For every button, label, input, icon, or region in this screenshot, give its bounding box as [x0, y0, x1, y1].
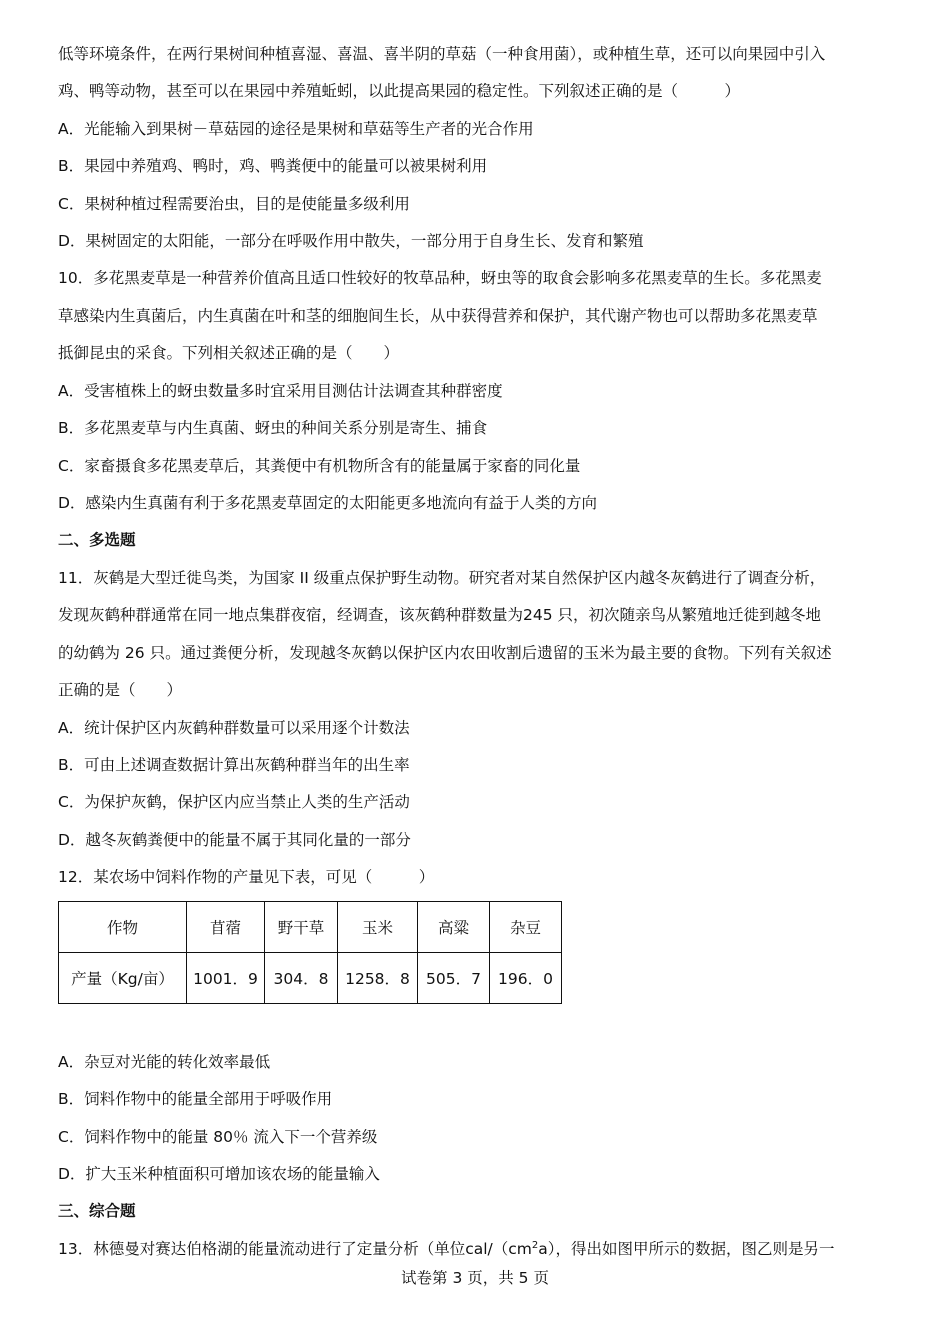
table-header-cell: 杂豆 — [490, 902, 562, 953]
text-line: 低等环境条件，在两行果树间种植喜湿、喜温、喜半阴的草菇（一种食用菌），或种植生草，还可以向果园中引入 — [58, 45, 826, 63]
section-heading: 二、多选题 — [58, 531, 136, 549]
option-b: B．可由上述调查数据计算出灰鹤种群当年的出生率 — [58, 756, 410, 774]
table-cell: 1001．9 — [187, 953, 265, 1004]
option-a: A．统计保护区内灰鹤种群数量可以采用逐个计数法 — [58, 719, 410, 737]
table-header-cell: 玉米 — [338, 902, 418, 953]
option-b: B．多花黑麦草与内生真菌、蚜虫的种间关系分别是寄生、捕食 — [58, 419, 488, 437]
option-a: A．杂豆对光能的转化效率最低 — [58, 1053, 271, 1071]
table-cell: 196．0 — [490, 953, 562, 1004]
table-cell: 产量（Kg/亩） — [59, 953, 187, 1004]
q13-text: 13．林德曼对赛达伯格湖的能量流动进行了定量分析（单位cal/（cm — [58, 1240, 532, 1258]
table-header-cell: 高粱 — [418, 902, 490, 953]
text-line: 草感染内生真菌后，内生真菌在叶和茎的细胞间生长，从中获得营养和保护，其代谢产物也可以帮助多花黑麦草 — [58, 307, 818, 325]
table-header-cell: 苜蓿 — [187, 902, 265, 953]
option-d: D．扩大玉米种植面积可增加该农场的能量输入 — [58, 1165, 380, 1183]
page-footer: 试卷第 3 页，共 5 页 — [401, 1269, 549, 1287]
option-b: B．果园中养殖鸡、鸭时，鸡、鸭粪便中的能量可以被果树利用 — [58, 157, 488, 175]
table-header-cell: 野干草 — [265, 902, 338, 953]
table-cell: 1258．8 — [338, 953, 418, 1004]
option-c: C．家畜摄食多花黑麦草后，其粪便中有机物所含有的能量属于家畜的同化量 — [58, 457, 581, 475]
text-line: 发现灰鹤种群通常在同一地点集群夜宿，经调查，该灰鹤种群数量为245 只，初次随亲鸟从繁殖地迁徙到越冬地 — [58, 606, 822, 624]
option-c: C．饲料作物中的能量 80％ 流入下一个营养级 — [58, 1128, 378, 1146]
text-line: 抵御昆虫的采食。下列相关叙述正确的是（ ） — [58, 344, 400, 362]
text-line: 正确的是（ ） — [58, 681, 183, 699]
option-b: B．饲料作物中的能量全部用于呼吸作用 — [58, 1090, 333, 1108]
option-d: D．感染内生真菌有利于多花黑麦草固定的太阳能更多地流向有益于人类的方向 — [58, 494, 597, 512]
table-cell: 505．7 — [418, 953, 490, 1004]
option-d: D．果树固定的太阳能，一部分在呼吸作用中散失，一部分用于自身生长、发育和繁殖 — [58, 232, 644, 250]
table-header-row — [59, 902, 562, 953]
question-10: 10．多花黑麦草是一种营养价值高且适口性较好的牧草品种，蚜虫等的取食会影响多花黑麦草的生长。多花黑麦 — [58, 269, 822, 287]
table-cell: 304．8 — [265, 953, 338, 1004]
superscript: 2 — [531, 1239, 539, 1251]
option-a: A．光能输入到果树－草菇园的途径是果树和草菇等生产者的光合作用 — [58, 120, 534, 138]
option-c: C．果树种植过程需要治虫，目的是使能量多级利用 — [58, 195, 410, 213]
text-line: 鸡、鸭等动物，甚至可以在果园中养殖蚯蚓，以此提高果园的稳定性。下列叙述正确的是（ ） — [58, 82, 741, 100]
q13-text: a），得出如图甲所示的数据，图乙则是另一 — [538, 1240, 835, 1258]
yield-table — [58, 901, 562, 1004]
table-header-cell: 作物 — [59, 902, 187, 953]
option-a: A．受害植株上的蚜虫数量多时宜采用目测估计法调查其种群密度 — [58, 382, 503, 400]
question-12: 12．某农场中饲料作物的产量见下表，可见（ ） — [58, 868, 435, 886]
option-c: C．为保护灰鹤，保护区内应当禁止人类的生产活动 — [58, 793, 410, 811]
section-heading: 三、综合题 — [58, 1202, 136, 1220]
option-d: D．越冬灰鹤粪便中的能量不属于其同化量的一部分 — [58, 831, 411, 849]
text-line: 的幼鹤为 26 只。通过粪便分析，发现越冬灰鹤以保护区内农田收割后遗留的玉米为最主要的食物。下列有关叙述 — [58, 644, 832, 662]
question-11: 11．灰鹤是大型迁徙鸟类，为国家 II 级重点保护野生动物。研究者对某自然保护区内越冬灰鹤进行了调查分析， — [58, 569, 826, 587]
question-13 — [58, 1239, 835, 1259]
table-row — [59, 953, 562, 1004]
